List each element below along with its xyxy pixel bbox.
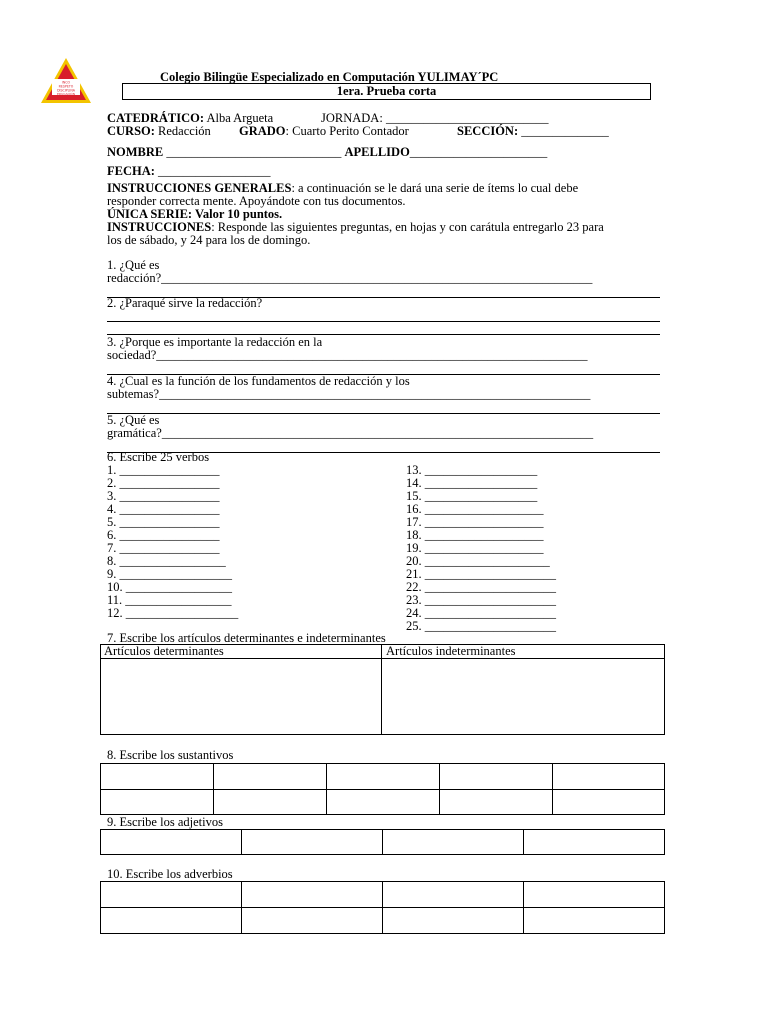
articles-indeterminantes-cell[interactable]: [382, 659, 664, 734]
instructions-label: INSTRUCCIONES: [107, 220, 212, 234]
catedratico-label: CATEDRÁTICO:: [107, 111, 204, 125]
grado-value: : Cuarto Perito Contador: [285, 124, 409, 138]
nouns-table-col-divider: [213, 763, 214, 815]
adverbs-table-col-divider: [523, 881, 524, 934]
verb-blank-13[interactable]: 13. __________________: [406, 463, 538, 477]
general-instructions-text: : a continuación se le dará una serie de ítems lo cual debe: [291, 181, 579, 195]
verb-blank-20[interactable]: 20. ____________________: [406, 554, 550, 568]
answer-line[interactable]: [107, 321, 660, 322]
verb-blank-14[interactable]: 14. __________________: [406, 476, 538, 490]
question-1-answer-line[interactable]: redacción?_____________________________________________________________________: [107, 271, 593, 285]
general-instructions-line-2: responder correcta mente. Apoyándote con tus documentos.: [107, 194, 406, 208]
logo-text-3: DISCIPLINA: [57, 88, 75, 93]
adverbs-table-col-divider: [241, 881, 242, 934]
question-5-answer-line[interactable]: gramática?_____________________________________________________________________: [107, 426, 594, 440]
verb-blank-16[interactable]: 16. ___________________: [406, 502, 544, 516]
instructions-text: : Responde las siguientes preguntas, en hojas y con carátula entregarlo 23 para: [211, 220, 604, 234]
test-title: 1era. Prueba corta: [336, 84, 437, 98]
verb-blank-5[interactable]: 5. ________________: [107, 515, 220, 529]
verb-blank-3[interactable]: 3. ________________: [107, 489, 220, 503]
articles-determinantes-cell[interactable]: [101, 659, 380, 734]
answer-line[interactable]: [107, 413, 660, 414]
grado-label: GRADO: [239, 124, 286, 138]
verb-blank-12[interactable]: 12. __________________: [107, 606, 239, 620]
nouns-table-col-divider: [326, 763, 327, 815]
nombre-label: NOMBRE: [107, 145, 164, 159]
verb-blank-21[interactable]: 21. _____________________: [406, 567, 556, 581]
curso-row: [107, 125, 211, 138]
curso-value: Redacción: [158, 124, 211, 138]
school-name: Colegio Bilingüe Especializado en Computación YULIMAY´PC: [160, 70, 499, 84]
question-4-answer-line[interactable]: subtemas?_____________________________________________________________________: [107, 387, 591, 401]
general-instructions-label: INSTRUCCIONES GENERALES: [107, 181, 292, 195]
verb-blank-23[interactable]: 23. _____________________: [406, 593, 556, 607]
question-3-answer-line[interactable]: sociedad?_____________________________________________________________________: [107, 348, 588, 362]
nombre-blank[interactable]: ____________________________: [166, 145, 342, 159]
adverbs-table-col-divider: [382, 881, 383, 934]
verb-blank-7[interactable]: 7. ________________: [107, 541, 220, 555]
apellido-blank[interactable]: ______________________: [409, 145, 548, 159]
adjectives-table-col-divider: [382, 829, 383, 855]
verb-blank-4[interactable]: 4. ________________: [107, 502, 220, 516]
seccion-row: [457, 125, 609, 138]
question-2-prompt: 2. ¿Paraqué sirve la redacción?: [107, 296, 263, 310]
jornada-blank[interactable]: __________________________: [385, 111, 549, 125]
logo-text-4: EDUCACIÓN: [56, 92, 76, 96]
verb-blank-18[interactable]: 18. ___________________: [406, 528, 544, 542]
school-logo: [40, 57, 92, 105]
articles-determinantes-header: Artículos determinantes: [104, 644, 224, 658]
verb-blank-15[interactable]: 15. __________________: [406, 489, 538, 503]
nouns-table-col-divider: [552, 763, 553, 815]
question-1-prompt: 1. ¿Qué es: [107, 258, 160, 272]
verb-blank-22[interactable]: 22. _____________________: [406, 580, 556, 594]
verb-blank-17[interactable]: 17. ___________________: [406, 515, 544, 529]
nombre-row: [107, 146, 547, 159]
verb-blank-9[interactable]: 9. __________________: [107, 567, 232, 581]
curso-label: CURSO:: [107, 124, 155, 138]
adjectives-table-col-divider: [523, 829, 524, 855]
question-9-prompt: 9. Escribe los adjetivos: [107, 815, 223, 829]
question-10-prompt: 10. Escribe los adverbios: [107, 867, 233, 881]
articles-indeterminantes-header: Artículos indeterminantes: [386, 644, 516, 658]
adjectives-table-col-divider: [241, 829, 242, 855]
question-6-prompt: 6. Escribe 25 verbos: [107, 450, 210, 464]
question-3-prompt: 3. ¿Porque es importante la redacción en la: [107, 335, 323, 349]
fecha-row: [107, 165, 271, 178]
fecha-blank[interactable]: __________________: [158, 164, 271, 178]
seccion-label: SECCIÓN:: [457, 124, 519, 138]
question-5-prompt: 5. ¿Qué es: [107, 413, 160, 427]
verb-blank-8[interactable]: 8. _________________: [107, 554, 226, 568]
question-7-prompt: 7. Escribe los artículos determinantes e indeterminantes: [107, 631, 386, 645]
apellido-label: APELLIDO: [344, 145, 410, 159]
verb-blank-24[interactable]: 24. _____________________: [406, 606, 556, 620]
verb-blank-11[interactable]: 11. _________________: [107, 593, 232, 607]
verb-blank-25[interactable]: 25. _____________________: [406, 619, 556, 633]
verb-blank-19[interactable]: 19. ___________________: [406, 541, 544, 555]
logo-text-1: INCO: [61, 80, 71, 85]
verb-blank-1[interactable]: 1. ________________: [107, 463, 220, 477]
fecha-label: FECHA:: [107, 164, 155, 178]
instructions-line-2: los de sábado, y 24 para los de domingo.: [107, 233, 311, 247]
nouns-table-row-divider: [100, 789, 665, 790]
verb-blank-2[interactable]: 2. ________________: [107, 476, 220, 490]
question-8-prompt: 8. Escribe los sustantivos: [107, 748, 234, 762]
jornada-label: JORNADA:: [321, 111, 383, 125]
logo-text-2: RESPETO: [58, 84, 74, 89]
question-4-prompt: 4. ¿Cual es la función de los fundamentos de redacción y los: [107, 374, 410, 388]
verb-blank-10[interactable]: 10. _________________: [107, 580, 232, 594]
verb-blank-6[interactable]: 6. ________________: [107, 528, 220, 542]
nouns-table-col-divider: [439, 763, 440, 815]
serie-heading: ÚNICA SERIE: Valor 10 puntos.: [107, 207, 283, 221]
grado-row: [239, 125, 409, 138]
catedratico-value: Alba Argueta: [206, 111, 274, 125]
seccion-blank[interactable]: ______________: [521, 124, 609, 138]
